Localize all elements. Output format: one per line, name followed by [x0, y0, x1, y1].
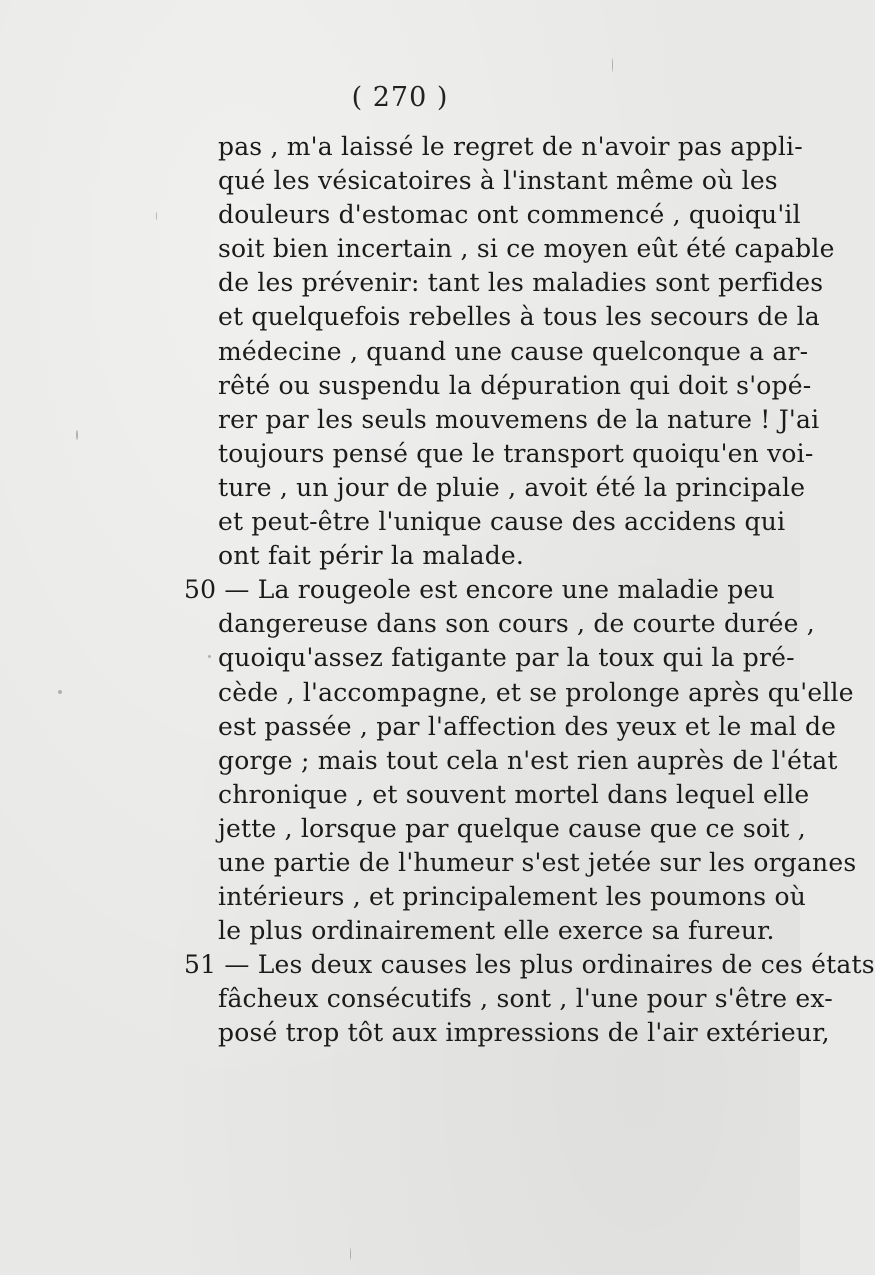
text-line: de les prévenir: tant les maladies sont perfides: [218, 268, 824, 298]
text-line: pas , m'a laissé le regret de n'avoir pas appli-: [218, 132, 803, 161]
text-line: dangereuse dans son cours , de courte durée ,: [218, 609, 815, 639]
text-line: rer par les seuls mouvemens de la nature ! J'ai: [218, 404, 820, 434]
paragraph-50-first-line: 50 — La rougeole est encore une maladie peu: [184, 575, 775, 605]
page-number: ( 270 ): [351, 82, 449, 113]
text-line: fâcheux consécutifs , sont , l'une pour s'être ex-: [218, 984, 833, 1014]
text-line: chronique , et souvent mortel dans lequel elle: [218, 779, 810, 809]
paragraph-end-line: le plus ordinairement elle exerce sa fureur.: [218, 916, 775, 946]
text-line: intérieurs , et principalement les poumons où: [218, 882, 807, 912]
text-line: douleurs d'estomac ont commencé , quoiqu'il: [218, 200, 801, 230]
text-line: médecine , quand une cause quelconque a ar-: [218, 336, 809, 366]
paper-speck: [58, 690, 62, 694]
paper-speck: [612, 58, 613, 72]
text-line: ture , un jour de pluie , avoit été la principale: [218, 472, 806, 502]
text-line: soit bien incertain , si ce moyen eût été capable: [218, 234, 835, 264]
text-line: et peut-être l'unique cause des accidens qui: [218, 507, 786, 537]
text-line: cède , l'accompagne, et se prolonge après qu'elle: [218, 677, 854, 707]
paragraph-51-first-line: 51 — Les deux causes les plus ordinaires de ces états: [184, 950, 875, 980]
text-line: jette , lorsque par quelque cause que ce soit ,: [218, 813, 806, 843]
body-text: [184, 130, 875, 1051]
text-line: une partie de l'humeur s'est jetée sur les organes: [218, 847, 857, 877]
text-line: et quelquefois rebelles à tous les secours de la: [218, 302, 820, 332]
text-line: qué les vésicatoires à l'instant même où les: [218, 166, 778, 196]
paper-speck: [156, 212, 157, 220]
paper-speck: [208, 655, 211, 658]
text-line: toujours pensé que le transport quoiqu'en voi-: [218, 438, 814, 468]
text-line: est passée , par l'affection des yeux et le mal de: [218, 711, 837, 741]
paragraph-end-line: ont fait périr la malade.: [218, 541, 525, 571]
text-line: quoiqu'assez fatigante par la toux qui la pré-: [218, 643, 795, 673]
paper-speck: [76, 430, 78, 440]
text-line: rêté ou suspendu la dépuration qui doit s'opé-: [218, 370, 812, 400]
paper-speck: [350, 1248, 351, 1260]
text-line: gorge ; mais tout cela n'est rien auprès de l'état: [218, 745, 838, 775]
text-line: posé trop tôt aux impressions de l'air extérieur,: [218, 1018, 830, 1048]
